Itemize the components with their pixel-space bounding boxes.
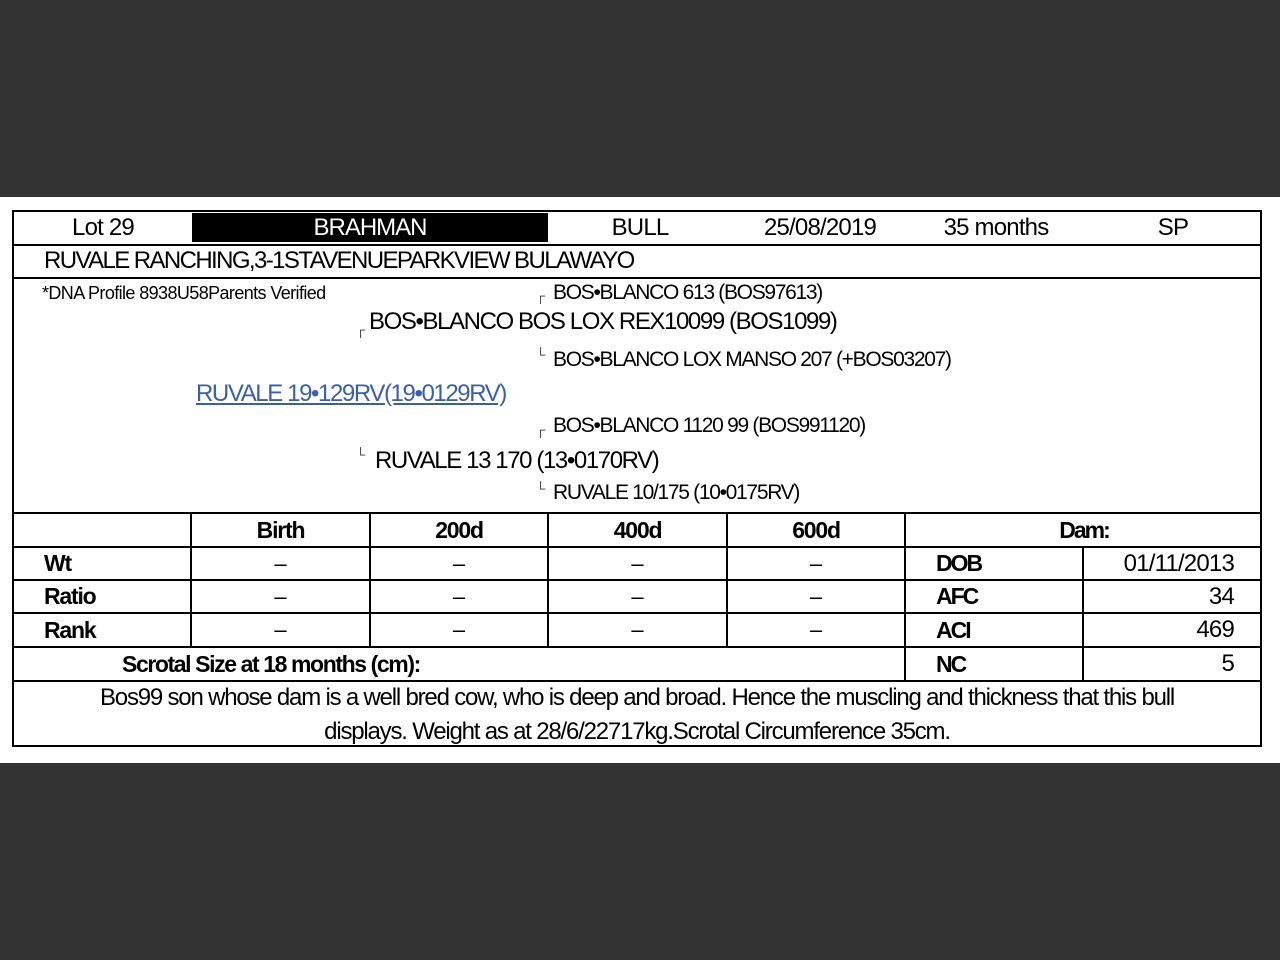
dam-header: Dam:: [1059, 516, 1109, 543]
dam-label-afc: AFC: [936, 583, 978, 609]
ratio-400d: –: [631, 583, 644, 609]
dam-label-dob: DOB: [936, 550, 982, 576]
pedigree-sire-dam: RUVALE 13 170 (13•0170RV): [375, 447, 659, 474]
dam-value-nc: 5: [1221, 650, 1234, 677]
pedigree-sire-dam-sire: BOS•BLANCO 1120 99 (BOS991120): [553, 414, 865, 437]
wt-600d: –: [809, 550, 823, 576]
ratio-200d: –: [452, 583, 466, 609]
dam-label-nc: NC: [936, 650, 966, 677]
wt-birth: –: [274, 550, 287, 576]
rank-birth: –: [274, 617, 287, 642]
wt-200d: –: [452, 550, 466, 576]
sire-link[interactable]: RUVALE 19•129RV(19•0129RV): [196, 380, 506, 407]
column-header-600d: 600d: [792, 516, 840, 543]
dam-value-afc: 34: [1208, 582, 1234, 610]
status-code: SP: [1157, 214, 1189, 241]
comment-line-2: displays. Weight as at 28/6/22717kg.Scrotal Circumference 35cm.: [324, 718, 950, 745]
pedigree-bracket-bottom-icon: └: [536, 347, 546, 362]
row-label-rank: Rank: [44, 616, 96, 643]
pedigree-sire-sire: BOS•BLANCO BOS LOX REX10099 (BOS1099): [369, 308, 837, 335]
row-label-ratio: Ratio: [44, 583, 96, 609]
comment-line-1: Bos99 son whose dam is a well bred cow, who is deep and broad. Hence the muscling and thickness that this bull: [99, 684, 1175, 711]
column-header-400d: 400d: [613, 516, 662, 543]
ratio-birth: –: [274, 583, 287, 609]
dam-value-aci: 469: [1196, 616, 1234, 643]
age-label: 35 months: [943, 214, 1049, 241]
owner-address: RUVALE RANCHING,3-1STAVENUEPARKVIEW BULAWAYO: [44, 247, 634, 274]
divider: [12, 277, 1262, 279]
dam-value-dob: 01/11/2013: [1123, 549, 1234, 577]
rank-400d: –: [631, 617, 644, 642]
pedigree-bracket-bottom-icon: └: [356, 447, 366, 462]
wt-400d: –: [631, 550, 644, 576]
comments: [14, 681, 1260, 745]
sex-label: BULL: [611, 214, 669, 241]
breed-label: BRAHMAN: [192, 213, 548, 242]
dam-label-aci: ACI: [936, 616, 970, 643]
lot-number: Lot 29: [72, 214, 134, 241]
pedigree-bracket-top-icon: ┌: [536, 422, 546, 437]
pedigree-sire-dam-dam: RUVALE 10/175 (10•0175RV): [553, 481, 800, 504]
row-label-wt: Wt: [44, 550, 71, 576]
pedigree-sire-sire-sire: BOS•BLANCO 613 (BOS97613): [553, 281, 822, 304]
rank-600d: –: [809, 617, 823, 642]
pedigree-bracket-top-icon: ┌: [536, 288, 546, 303]
birth-date: 25/08/2019: [763, 214, 877, 241]
ratio-600d: –: [809, 583, 823, 609]
rank-200d: –: [452, 617, 466, 642]
column-header-200d: 200d: [435, 516, 483, 543]
column-header-birth: Birth: [256, 516, 305, 543]
pedigree-bracket-top-icon: ┌: [356, 322, 366, 337]
scrotal-size-label: Scrotal Size at 18 months (cm):: [122, 650, 420, 677]
dna-note: *DNA Profile 8938U58Parents Verified: [42, 283, 326, 303]
pedigree-sire-sire-dam: BOS•BLANCO LOX MANSO 207 (+BOS03207): [553, 348, 951, 371]
pedigree-bracket-bottom-icon: └: [536, 481, 546, 496]
